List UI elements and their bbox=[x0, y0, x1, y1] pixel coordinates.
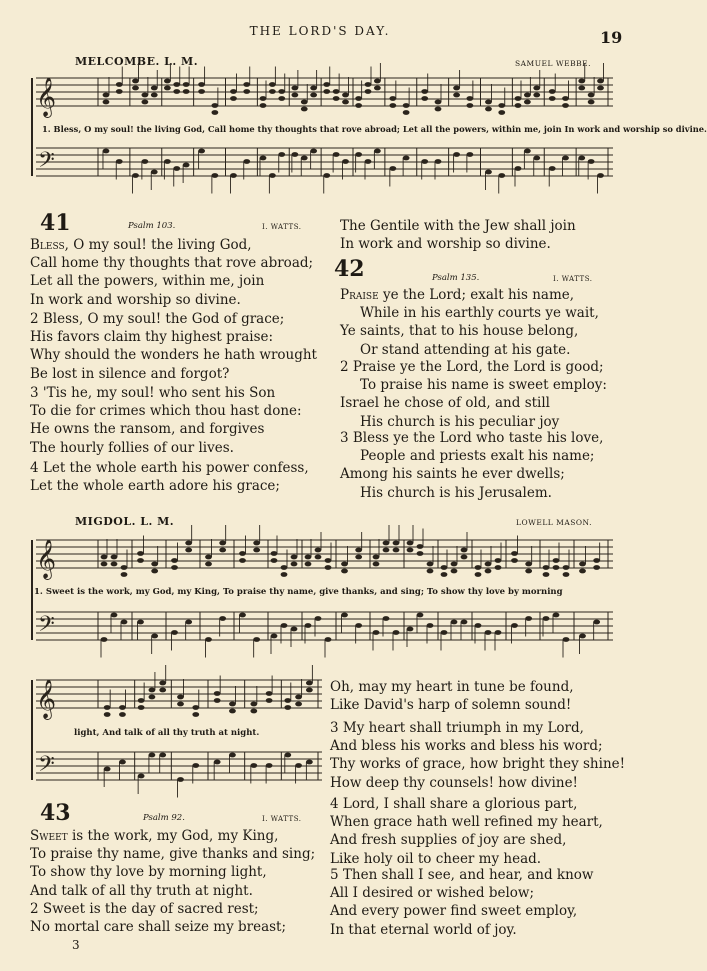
bass-clef-icon: 𝄢 bbox=[38, 752, 55, 782]
hymn43-stanza4: 4 Lord, I shall share a glorious part, When grace hath well refined my heart, And fresh supplies of joy are shed, Like holy oil to cheer my head. bbox=[330, 796, 603, 867]
hymn43-stanza2-end: Oh, may my heart in tune be found, Like David's harp of solemn sound! bbox=[330, 679, 574, 714]
hymn42-first-word: Praise bbox=[340, 287, 379, 303]
author-watts-41: I. WATTS. bbox=[262, 223, 302, 231]
hymn41-stanza3: 3 'Tis he, my soul! who sent his Son To die for crimes which thou hast done: He owns the ransom, and forgives The hourly follies of our lives. bbox=[30, 385, 302, 456]
hymn43-stanza2: 2 Sweet is the day of sacred rest; No mortal care shall seize my breast; bbox=[30, 901, 287, 936]
hymn43-stanza3: 3 My heart shall triumph in my Lord, And bless his works and bless his word; Thy works of grace, how bright they shine! How deep thy counsels! how divine! bbox=[330, 720, 626, 791]
tune2-lyric: 1. Sweet is the work, my God, my King, To praise thy name, give thanks, and sing; To show thy love by morning bbox=[34, 587, 563, 597]
page-number: 19 bbox=[600, 28, 623, 47]
treble-clef-icon: 𝄞 bbox=[36, 77, 57, 117]
hymn42-stanza1: Praise ye the Lord; exalt his name, While in his earthly courts ye wait, Ye saints, that to his house belong, Or stand attending at his gate. bbox=[340, 287, 599, 358]
hymn41-stanza2: 2 Bless, O my soul! the God of grace; His favors claim thy highest praise: Why should the wonders he hath wrought Be lost in silence and forgot? bbox=[30, 311, 317, 382]
treble-clef-icon: 𝄞 bbox=[36, 679, 57, 719]
author-watts-43: I. WATTS. bbox=[262, 815, 302, 823]
tune-name-melcombe: MELCOMBE. L. M. bbox=[75, 55, 199, 68]
tune1-lyric: 1. Bless, O my soul! the living God, Call home thy thoughts that rove abroad; Let all the powers, within me, join In work and worship so divine. bbox=[42, 124, 707, 134]
running-head: THE LORD'S DAY. bbox=[249, 24, 391, 38]
hymn43-stanza1: Sweet is the work, my God, my King, To praise thy name, give thanks and sing; To show thy love by morning light, And talk of all thy truth at night. bbox=[30, 828, 316, 899]
bass-clef-icon: 𝄢 bbox=[38, 612, 55, 642]
hymn-number-41: 41 bbox=[40, 210, 71, 236]
bass-clef-icon: 𝄢 bbox=[38, 148, 55, 178]
hymn43-stanza5: 5 Then shall I see, and hear, and know All I desired or wished below; And every power find sweet employ, In that eternal world of joy. bbox=[330, 867, 594, 938]
hymn42-stanza3: 3 Bless ye the Lord who taste his love, People and priests exalt his name; Among his saints he ever dwells; His church is his Jerusalem. bbox=[340, 430, 604, 501]
hymn-number-42: 42 bbox=[334, 256, 365, 282]
signature-mark: 3 bbox=[72, 938, 80, 952]
author-watts-42: I. WATTS. bbox=[553, 275, 593, 283]
psalm-135: Psalm 135. bbox=[432, 273, 480, 283]
hymn41-stanza1: Bless, O my soul! the living God, Call home thy thoughts that rove abroad; Let all the powers, within me, join In work and worship so divine. bbox=[30, 237, 314, 308]
hymn41-first-word: Bless, bbox=[30, 237, 69, 253]
hymn41-continuation: The Gentile with the Jew shall join In work and worship so divine. bbox=[340, 218, 576, 253]
psalm-103: Psalm 103. bbox=[128, 221, 176, 231]
composer-mason: LOWELL MASON. bbox=[516, 518, 593, 527]
hymn43-first-word: Sweet bbox=[30, 828, 68, 844]
tune2-lyric-continued: light, And talk of all thy truth at night. bbox=[74, 728, 260, 738]
hymn41-stanza4: 4 Let the whole earth his power confess, Let the whole earth adore his grace; bbox=[30, 460, 309, 495]
hymn42-stanza2: 2 Praise ye the Lord, the Lord is good; To praise his name is sweet employ: Israel he chose of old, and still His church is his peculiar joy bbox=[340, 359, 607, 430]
composer-webbe: SAMUEL WEBBE. bbox=[515, 59, 591, 68]
treble-clef-icon: 𝄞 bbox=[36, 539, 57, 579]
hymn-number-43: 43 bbox=[40, 800, 71, 826]
tune-name-migdol: MIGDOL. L. M. bbox=[75, 515, 175, 528]
psalm-92: Psalm 92. bbox=[143, 813, 185, 823]
